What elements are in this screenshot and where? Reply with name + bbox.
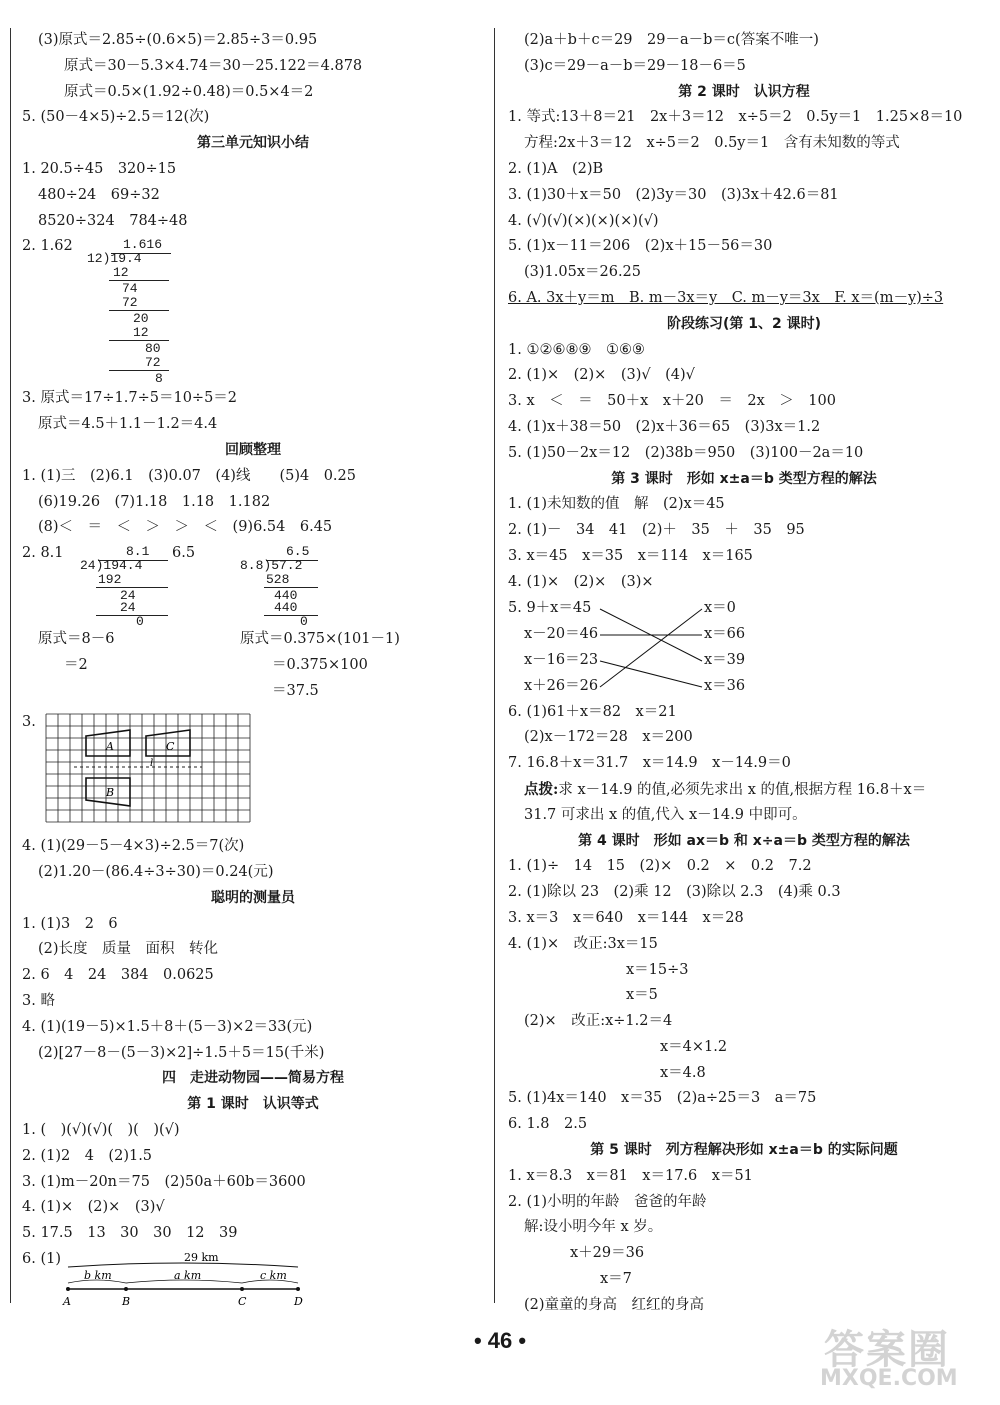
- left-column: [22, 28, 484, 1307]
- answer-line: (2)1.20－(86.4÷3÷30)＝0.24(元): [38, 863, 274, 880]
- answer-line: 3.: [22, 714, 36, 731]
- answer-line: 3. x＝45 x＝35 x＝114 x＝165: [508, 547, 753, 564]
- answer-line: 5. (1)4x＝140 x＝35 (2)a÷25＝3 a＝75: [508, 1090, 817, 1107]
- answer-line: 2. 1.62: [22, 238, 73, 255]
- division-step: 12: [113, 265, 129, 281]
- remainder: 8: [155, 371, 163, 387]
- answer-line: 2. (1)－ 34 41 (2)＋ 35 ＋ 35 95: [508, 522, 805, 539]
- section-heading: 聪明的测量员: [211, 889, 295, 906]
- answer-line: 1. (1)三 (2)6.1 (3)0.07 (4)线 (5)4 0.25: [22, 467, 356, 484]
- answer-line: 4. (1)(29－5－4×3)÷2.5＝7(次): [22, 838, 245, 855]
- division-step: 24: [120, 588, 136, 604]
- answer-line: 原式＝0.5×(1.92÷0.48)＝0.5×4＝2: [64, 83, 314, 100]
- answer-line: 1. (1)未知数的值 解 (2)x＝45: [508, 496, 725, 513]
- answer-line: ＝37.5: [272, 683, 319, 700]
- division-step: 528: [266, 572, 290, 588]
- division-step: 12: [133, 325, 149, 341]
- label-a: A: [106, 740, 114, 754]
- unit-heading: 四 走进动物园——简易方程: [162, 1070, 344, 1087]
- answer-line: 2. (1)除以 23 (2)乘 12 (3)除以 2.3 (4)乘 0.3: [508, 884, 841, 901]
- answer-line: x＝5: [626, 987, 658, 1004]
- answer-line: 1. 20.5÷45 320÷15: [22, 160, 177, 177]
- answer-line: 6.5: [172, 545, 196, 562]
- watermark-url: MXQE.COM: [820, 1366, 958, 1391]
- match-left-item: 5. 9＋x＝45: [508, 599, 592, 616]
- answer-line: (2)x－172＝28 x＝200: [524, 729, 693, 746]
- answer-line: (2)× 改正:x÷1.2＝4: [524, 1013, 673, 1030]
- section-heading: 阶段练习(第 1、2 课时): [666, 315, 822, 332]
- match-left-item: x＋26＝26: [524, 677, 599, 694]
- answer-line: (8)＜ ＝ ＜ ＞ ＞ ＜ (9)6.54 6.45: [38, 519, 333, 536]
- match-left-item: x－20＝46: [524, 625, 599, 642]
- point-b: B: [122, 1294, 131, 1307]
- answer-line: 4. (1)(19－5)×1.5＋8＋(5－3)×2＝33(元): [22, 1018, 313, 1035]
- answer-line: (2)[27－8－(5－3)×2]÷1.5＋5＝15(千米): [38, 1044, 325, 1061]
- division-step: 440: [274, 588, 298, 604]
- match-right-item: x＝39: [704, 651, 746, 668]
- match-left-item: x－16＝23: [524, 651, 599, 668]
- answer-line: ＝0.375×100: [272, 657, 368, 674]
- match-right-item: x＝36: [704, 677, 746, 694]
- center-column-rule: [494, 28, 495, 1303]
- answer-line: 6. 1.8 2.5: [508, 1116, 588, 1133]
- answer-line: 4. (1)x＋38＝50 (2)x＋36＝65 (3)3x＝1.2: [508, 418, 821, 435]
- answer-line: 6. (1)61＋x＝82 x＝21: [508, 703, 677, 720]
- answer-line: 原式＝8－6: [38, 631, 115, 648]
- answer-line: 4. (1)× 改正:3x＝15: [508, 935, 658, 952]
- hint-line: [508, 777, 980, 803]
- lesson-heading: 第 5 课时 列方程解决形如 x±a＝b 的实际问题: [590, 1142, 898, 1159]
- answer-line: 方程:2x＋3＝12 x÷5＝2 0.5y＝1 含有未知数的等式: [524, 135, 900, 152]
- answer-line: 7. 16.8＋x＝31.7 x＝14.9 x－14.9＝0: [508, 755, 791, 772]
- answer-line: 6. (1): [22, 1250, 61, 1267]
- hint-line: 31.7 可求出 x 的值,代入 x－14.9 中即可。: [524, 806, 807, 823]
- page-number: • 46 •: [473, 1328, 527, 1353]
- division-step: 20: [133, 311, 149, 327]
- answer-line: (2)童童的身高 红红的身高: [524, 1296, 705, 1313]
- lesson-heading: 第 2 课时 认识方程: [678, 83, 810, 100]
- answer-line: 6. A. 3x＋y＝m B. m－3x＝y C. m－y＝3x F. x＝(m－y)÷3: [508, 289, 944, 306]
- segment-a-label: a km: [174, 1268, 202, 1282]
- dividend: 8.8)57.2: [240, 558, 303, 574]
- point-a: A: [63, 1294, 71, 1307]
- answer-line: 解:设小明今年 x 岁。: [524, 1219, 663, 1236]
- answer-line: 2. (1)A (2)B: [508, 160, 604, 177]
- match-right-item: x＝66: [704, 625, 746, 642]
- answer-line: 1. 等式:13＋8＝21 2x＋3＝12 x÷5＝2 0.5y＝1 1.25×8＝10: [508, 109, 963, 126]
- label-l: l: [150, 758, 154, 770]
- answer-line: x＝15÷3: [626, 961, 689, 978]
- answer-line: 4. (1)× (2)× (3)×: [508, 573, 654, 590]
- answer-line: 5. 17.5 13 30 30 12 39: [22, 1225, 238, 1242]
- division-step: 72: [122, 295, 138, 311]
- answer-line: x＝4×1.2: [660, 1038, 728, 1055]
- hint-text: 求 x－14.9 的值,必须先求出 x 的值,根据方程 16.8＋x＝: [558, 781, 927, 798]
- right-column: [508, 28, 980, 1319]
- label-b: B: [106, 786, 115, 800]
- section-heading: 第三单元知识小结: [197, 135, 309, 152]
- matching-exercise: [508, 596, 980, 700]
- division-step: 440: [274, 600, 298, 616]
- answer-line: (2)a＋b＋c＝29 29－a－b＝c(答案不唯一): [524, 32, 819, 48]
- answer-line: 原式＝30－5.3×4.74＝30－25.122＝4.878: [64, 57, 363, 74]
- answer-line: x＋29＝36: [570, 1245, 645, 1262]
- answer-line: (3)1.05x＝26.25: [524, 264, 642, 281]
- lesson-heading: 第 1 课时 认识等式: [187, 1096, 319, 1113]
- dividend: 12)19.4: [87, 251, 142, 267]
- remainder: 0: [300, 614, 308, 630]
- watermark-title: 答案圈: [824, 1327, 950, 1373]
- lesson-heading: 第 4 课时 形如 ax＝b 和 x÷a＝b 类型方程的解法: [578, 832, 910, 849]
- segment-diagram: [62, 1247, 322, 1307]
- segment-b-label: b km: [84, 1268, 112, 1282]
- division-step: 74: [122, 281, 138, 297]
- answer-line: 1. x＝8.3 x＝81 x＝17.6 x＝51: [508, 1167, 753, 1184]
- answer-line: 1. (1)3 2 6: [22, 915, 118, 932]
- answer-line: 480÷24 69÷32: [38, 186, 160, 203]
- answer-line: 1. (1)÷ 14 15 (2)× 0.2 × 0.2 7.2: [508, 858, 812, 875]
- answer-line: 3. (1)m－20n＝75 (2)50a＋60b＝3600: [22, 1173, 306, 1190]
- answer-line: ＝2: [64, 657, 88, 674]
- match-right-item: x＝0: [704, 599, 736, 616]
- answer-line: 3. x＝3 x＝640 x＝144 x＝28: [508, 909, 744, 926]
- point-d: D: [294, 1294, 303, 1307]
- answer-line: 2. (1)小明的年龄 爸爸的年龄: [508, 1193, 707, 1210]
- answer-line: 4. (1)× (2)× (3)√: [22, 1199, 165, 1216]
- answer-line: 原式＝4.5＋1.1－1.2＝4.4: [38, 416, 218, 433]
- answer-line: (2)长度 质量 面积 转化: [38, 941, 219, 958]
- answer-line: 3. x ＜ ＝ 50＋x x＋20 ＝ 2x ＞ 100: [508, 393, 836, 410]
- total-length-label: 29 km: [184, 1250, 219, 1264]
- answer-line: 原式＝0.375×(101－1): [240, 631, 400, 648]
- answer-line: 1. ( )(√)(√)( )( )(√): [22, 1121, 180, 1138]
- answer-line: 2. 6 4 24 384 0.0625: [22, 967, 214, 984]
- dividend: 24)194.4: [80, 558, 143, 574]
- answer-line: 8520÷324 784÷48: [38, 212, 188, 229]
- watermark-logo: [820, 1318, 990, 1398]
- answer-line: (3)c＝29－a－b＝29－18－6＝5: [524, 57, 746, 74]
- quotient: 1.616: [123, 237, 163, 253]
- answer-line: 1. ①②⑥⑧⑨ ①⑥⑨: [508, 341, 645, 358]
- matching-lines: [508, 596, 748, 700]
- answer-line: 5. (50－4×5)÷2.5＝12(次): [22, 109, 210, 126]
- left-margin-rule: [10, 28, 11, 1303]
- answer-line: (3)原式＝2.85÷(0.6×5)＝2.85÷3＝0.95: [38, 32, 318, 48]
- segment-c-label: c km: [260, 1268, 287, 1282]
- lesson-heading: 第 3 课时 形如 x±a＝b 类型方程的解法: [611, 470, 877, 487]
- long-division-work: [87, 237, 207, 387]
- answer-line: x＝4.8: [660, 1064, 706, 1081]
- answer-line: x＝7: [600, 1271, 632, 1288]
- answer-line: 2. (1)× (2)× (3)√ (4)√: [508, 367, 695, 384]
- answer-line: 5. (1)x－11＝206 (2)x＋15－56＝30: [508, 238, 773, 255]
- answer-line: (6)19.26 (7)1.18 1.18 1.182: [38, 493, 271, 510]
- section-heading: 回顾整理: [225, 441, 281, 458]
- answer-line: 3. (1)30＋x＝50 (2)3y＝30 (3)3x＋42.6＝81: [508, 186, 839, 203]
- label-c: C: [166, 740, 175, 754]
- division-step: 24: [120, 600, 136, 616]
- answer-line: 4. (√)(√)(×)(×)(×)(√): [508, 212, 659, 229]
- point-c: C: [238, 1294, 247, 1307]
- quotient: 6.5: [286, 544, 310, 560]
- answer-line: 5. (1)50－2x＝12 (2)38b＝950 (3)100－2a＝10: [508, 444, 864, 461]
- answer-line: 3. 原式＝17÷1.7÷5＝10÷5＝2: [22, 390, 238, 407]
- division-step: 192: [98, 572, 122, 588]
- remainder: 0: [136, 614, 144, 630]
- long-division-work: [240, 544, 350, 628]
- division-step: 80: [145, 341, 161, 357]
- answer-line: 2. (1)2 4 (2)1.5: [22, 1147, 153, 1164]
- hint-label: 点拨:: [524, 780, 559, 798]
- division-step: 72: [145, 355, 161, 371]
- answer-line: 2. 8.1: [22, 545, 64, 562]
- translation-grid-figure: [42, 712, 264, 824]
- quotient: 8.1: [126, 544, 150, 560]
- total-brace: [68, 1263, 298, 1267]
- answer-line: 3. 略: [22, 992, 55, 1009]
